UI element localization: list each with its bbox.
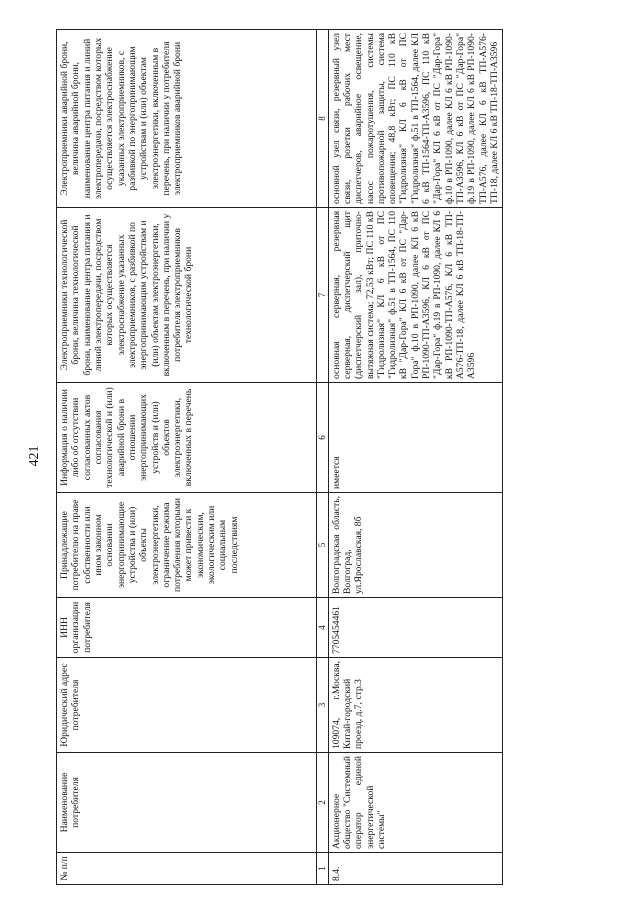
header-name: Наименование потребителя bbox=[57, 753, 317, 853]
header-inn: ИНН организации потребителя bbox=[57, 598, 317, 658]
consumer-inn: 7705454461 bbox=[328, 598, 503, 658]
consumer-name: Акционерное общество "Системный оператор единой энергетической системы" bbox=[328, 753, 503, 853]
column-number: 1 bbox=[317, 853, 329, 885]
row-number: 8.4. bbox=[328, 853, 503, 885]
column-number: 4 bbox=[317, 598, 329, 658]
rotated-table-container bbox=[56, 30, 621, 885]
column-number: 7 bbox=[317, 208, 329, 383]
tech-reserve-details: основная серверная, резервная серверная, диспетчерский щит (диспетчерский зал), приточно-вытяжная система; 72,53 кВт; ПС 110 кВ "Гидролизная" КЛ 6 кВ от ПС "Гидролизная" ф.51 в ТП-1564, ПС 110 кВ "Дар-Гора" КЛ 6 кВ от ПС "Дар-Гора" ф.10 в РП-1090, далее КЛ 6 кВ РП-1090-ТП-А3596, КЛ 6 кВ от ПС "Дар-Гора" ф.19 в РП-1090, далее КЛ 6 кВ РП-1090-ТП-А576, КЛ 6 кВ ТП-А576-ТП-18, далее КЛ 6 кВ ТП-18-ТП-А3596 bbox=[328, 208, 503, 383]
header-num: № п/п bbox=[57, 853, 317, 885]
header-objects: Принадлежащие потребителю на праве собственности или ином законном основании энергопринимающие устройства и (или) объекты электроэнергетики, ограничение режима потребления которыми может привести к экономическим, экологическим или социальным последствиям bbox=[57, 493, 317, 598]
header-row bbox=[57, 30, 317, 885]
page-number: 421 bbox=[27, 445, 42, 467]
header-address: Юридический адрес потребителя bbox=[57, 658, 317, 753]
consumer-address: 109074, г.Москва, Китай-городский проезд, д.7, стр.3 bbox=[328, 658, 503, 753]
consumer-objects: Волгоградская область, Волгоград, ул.Ярославская, 8б bbox=[328, 493, 503, 598]
column-number: 8 bbox=[317, 30, 329, 208]
header-tech-reserve: Электроприемники технологической брони, величина технологической брони, наименование центра питания и линий электропередачи, посредством которых осуществляется электроснабжение указанных электроприемников, с разбивкой по энергопринимающим устройствам и (или) объектам электроэнергетики, включенным в перечень, при наличии у потребителя электроприемников технологической брони bbox=[57, 208, 317, 383]
header-emergency-reserve: Электроприемники аварийной брони, величина аварийной брони, наименование центра питания и линий электропередачи, посредством которых осуществляется электроснабжение указанных электроприемников, с разбивкой по энергопринимающим устройствам и (или) объектам электроэнергетики, включенным в перечень, при наличии у потребителя электроприемников аварийной брони bbox=[57, 30, 317, 208]
header-acts: Информация о наличии либо об отсутствии согласованных актов согласования технологической и (или) аварийной брони в отношении энергопринимающих устройств и (или) объектов электроэнергетики, включенных в перечень bbox=[57, 383, 317, 493]
consumer-table bbox=[56, 29, 503, 885]
emergency-reserve-details: основной узел связи, резервный узел связи, розетки рабочих мест диспетчеров, аварийное освещение, насос пожаротушения, системы противопожарной защиты, система оповещения; 48,8 кВт; ПС 110 кВ "Гидролизная" КЛ 6 кВ от ПС "Гидролизная" ф.51 в ТП-1564, далее КЛ 6 кВ ТП-1564-ТП-А3596, ПС 110 кВ "Дар-Гора" КЛ 6 кВ от ПС "Дар-Гора" ф.10 в РП-1090, далее КЛ 6 кВ РП-1090-ТП-А3596, КЛ 6 кВ от ПС "Дар-Гора" ф.19 в РП-1090, далее КЛ 6 кВ РП-1090-ТП-А576, далее КЛ 6 кВ ТП-А576-ТП-18, далее КЛ 6 кВ ТП-18-ТП-А3596 bbox=[328, 30, 503, 208]
column-number: 3 bbox=[317, 658, 329, 753]
column-number: 5 bbox=[317, 493, 329, 598]
table-row bbox=[328, 30, 503, 885]
column-number: 6 bbox=[317, 383, 329, 493]
column-number-row bbox=[317, 30, 329, 885]
column-number: 2 bbox=[317, 753, 329, 853]
acts-status: имеется bbox=[328, 383, 503, 493]
